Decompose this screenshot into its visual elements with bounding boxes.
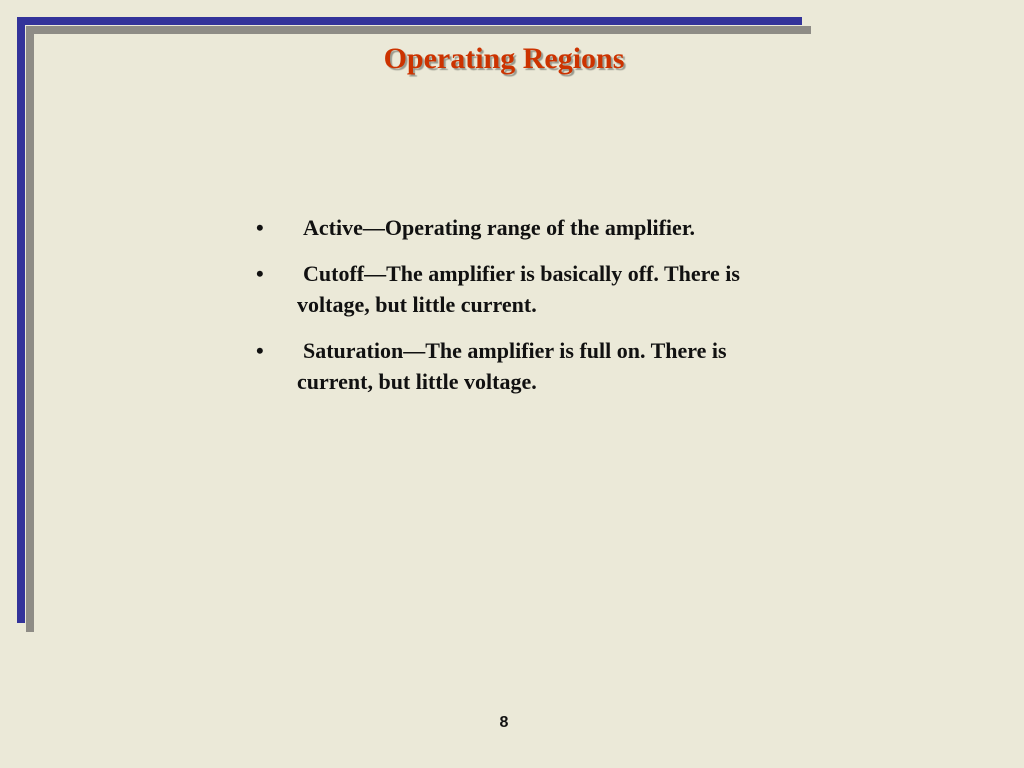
bullet-text: Saturation—The amplifier is full on. There is current, but little voltage.	[297, 338, 727, 394]
frame-bar-left	[17, 17, 25, 623]
bullet-icon: •	[256, 338, 264, 363]
page-number: 8	[499, 714, 509, 731]
bullet-item-cutoff	[256, 258, 776, 320]
bullet-item-saturation	[256, 335, 776, 397]
bullet-list	[256, 212, 776, 412]
bullet-icon: •	[256, 261, 264, 286]
bullet-text: Active—Operating range of the amplifier.	[303, 215, 696, 240]
bullet-icon: •	[256, 215, 264, 240]
frame-shadow-top	[26, 26, 811, 34]
frame-bar-top	[17, 17, 802, 25]
frame-shadow-left	[26, 26, 34, 632]
bullet-item-active	[256, 212, 776, 243]
slide-title: Operating Regions	[383, 42, 625, 75]
bullet-text: Cutoff—The amplifier is basically off. There is voltage, but little current.	[297, 261, 740, 317]
